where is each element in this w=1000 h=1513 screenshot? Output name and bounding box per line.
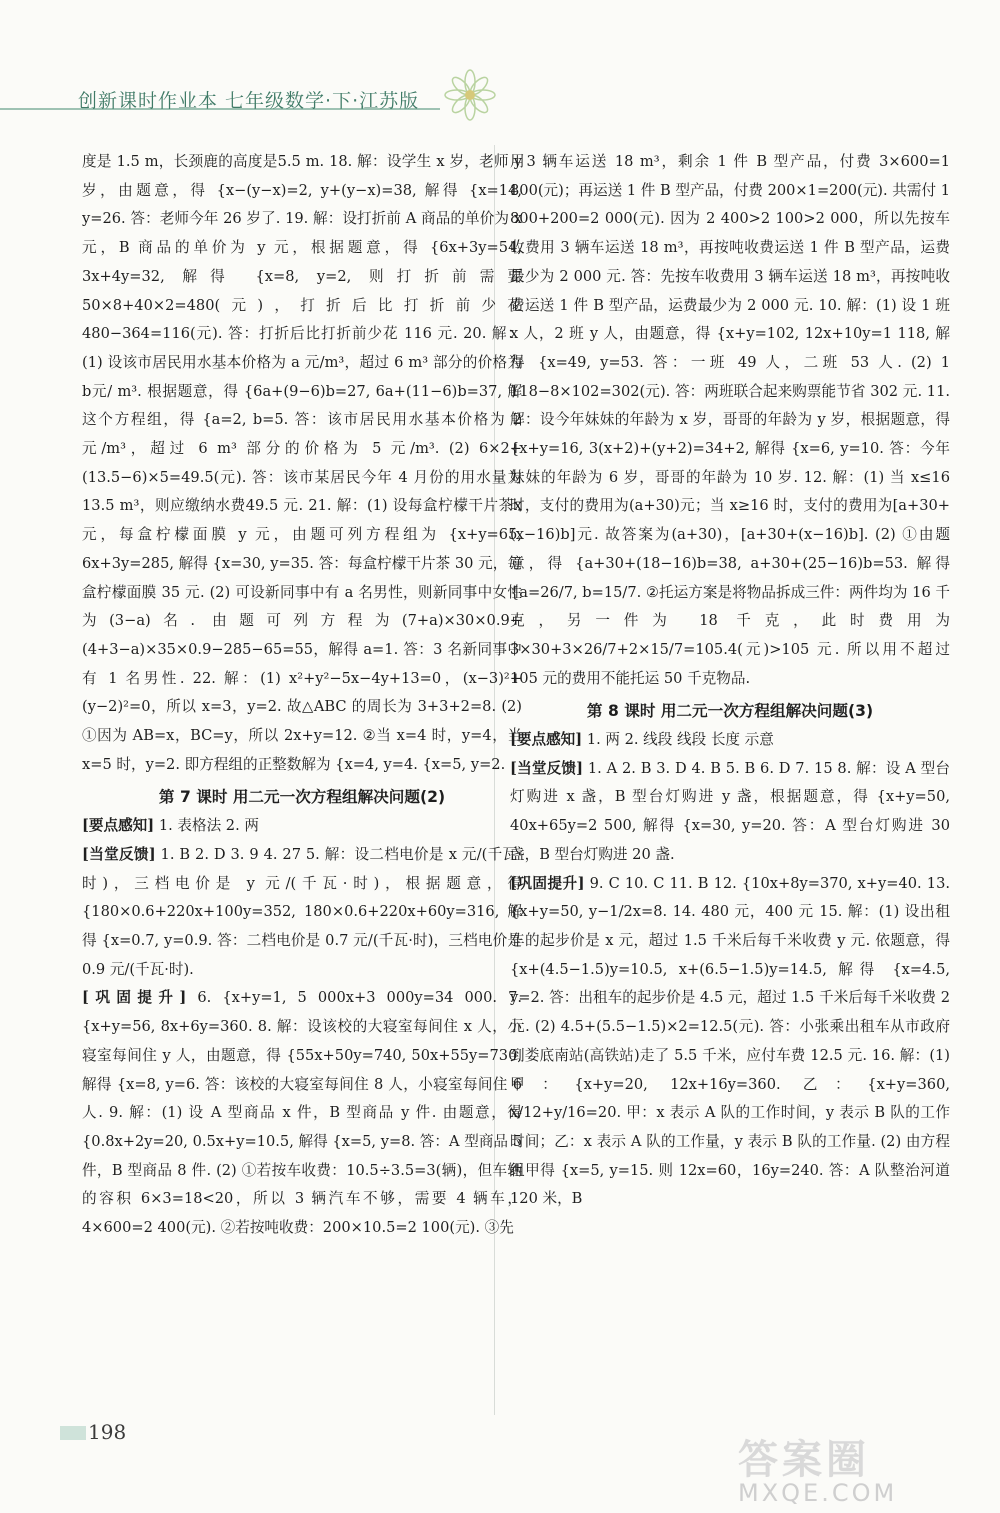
lesson8-title: 第 8 课时 用二元一次方程组解决问题(3) — [586, 702, 874, 721]
lesson7-improve — [82, 984, 522, 1242]
lesson7-improve-text: 6. {x+y=1, 5 000x+3 000y=34 000. 7. {x+y=56, 8x+6y=360. 8. 解：设该校的大寝室每间住 x 人，小寝室每间住 y 人，由题意，得 {55x+50y=740, 50x+55y=730, 解得 {x=8, y=6. 答：该校的大寝室每间住 8 人，小寝室每间住 6 人. 9. 解：(1) 设 A 型商品 x 件，B 型商品 y 件. 由题意，得 {0.8x+2y=20, 0.5x+y=10.5, 解得 {x=5, y=8. 答：A 型商品 5 件，B 型商品 8 件. (2) ①若按车收费：10.5÷3.5=3(辆)，但车辆的容积 6×3=18<20，所以 3 辆汽车不够，需要 4 辆车，4×600=2 400(元). ②若按吨收费：200×10.5=2 100(元). ③先 — [82, 989, 522, 1237]
lesson8-key-text: 1. 两 2. 线段 线段 长度 示意 — [586, 731, 774, 749]
lesson7-title: 第 7 课时 用二元一次方程组解决问题(2) — [158, 788, 446, 807]
left-column-text: 度是 1.5 m，长颈鹿的高度是5.5 m. 18. 解：设学生 x 岁，老师 y 岁，由题意，得 {x−(y−x)=2, y+(y−x)=38, 解得 {x=14, y=26. 答：老师今年 26 岁了. 19. 解：设打折前 A 商品的单价为 x 元，B 商品的单价为 y 元，根据题意，得 {6x+3y=54, 3x+4y=32, 解得 {x=8, y=2, 则打折前需要 50×8+40×2=480(元)，打折后比打折前少花 480−364=116(元). 答：打折后比打折前少花 116 元. 20. 解：(1) 设该市居民用水基本价格为 a 元/m³，超过 6 m³ 部分的价格为 b元/ m³. 根据题意，得 {6a+(9−6)b=27, 6a+(11−6)b=37, 解这个方程组，得 {a=2, b=5. 答：该市居民用水基本价格为 2 元/m³，超过 6 m³ 部分的价格为 5 元/m³. (2) 6×2+(13.5−6)×5=49.5(元). 答：该市某居民今年 4 月份的用水量为 13.5 m³，则应缴纳水费49.5 元. 21. 解：(1) 设每盒柠檬干片茶x元，每盒柠檬面膜 y 元，由题可列方程组为 {x+y=65, 6x+3y=285, 解得 {x=30, y=35. 答：每盒柠檬干片茶 30 元，每盒柠檬面膜 35 元. (2) 可设新同事中有 a 名男性，则新同事中女性为(3−a)名. 由题可列方程为(7+a)×30×0.9+(4+3−a)×35×0.9−285−65=55，解得 a=1. 答：3 名新同事中有 1 名男性. 22. 解：(1) x²+y²−5x−4y+13=0，(x−3)²+(y−2)²=0，所以 x=3，y=2. 故△ABC 的周长为 3+3+2=8. (2) ①因为 AB=x，BC=y，所以 2x+y=12. ②当 x=4 时，y=4，当 x=5 时，y=2. 即方程组的正整数解为 {x=4, y=4. {x=5, y=2. — [82, 153, 522, 773]
lesson8-improve-tag: [巩固提升] — [510, 874, 585, 892]
lesson7-feedback-tag: [当堂反馈] — [82, 845, 156, 863]
watermark-logo-text: 答案圈 — [738, 1437, 870, 1483]
right-column-text: 用3 辆车运送 18 m³，剩余 1 件 B 型产品，付费 3×600=1 800(元)；再运送 1 件 B 型产品，付费 200×1=200(元). 共需付 1 800+200=2 000(元). 因为 2 400>2 100>2 000，所以先按车收费用 3 辆车运送 18 m³，再按吨收费运送 1 件 B 型产品，运费最少为 2 000 元. 答：先按车收费用 3 辆车运送 18 m³，再按吨收费运送 1 件 B 型产品，运费最少为 2 000 元. 10. 解：(1) 设 1 班 x 人，2 班 y 人，由题意，得 {x+y=102, 12x+10y=1 118, 解得 {x=49, y=53. 答：一班 49 人，二班 53 人. (2) 1 118−8×102=302(元). 答：两班联合起来购票能节省 302 元. 11. 解：设今年妹妹的年龄为 x 岁，哥哥的年龄为 y 岁，根据题意，得 {x+y=16, 3(x+2)+(y+2)=34+2, 解得 {x=6, y=10. 答：今年妹妹的年龄为 6 岁，哥哥的年龄为 10 岁. 12. 解：(1) 当 x≤16 时，支付的费用为(a+30)元；当 x≥16 时，支付的费用为[a+30+(x−16)b]元. 故答案为(a+30)，[a+30+(x−16)b]. (2) ①由题意，得 {a+30+(18−16)b=38, a+30+(25−16)b=53. 解得 {a=26/7, b=15/7. ②托运方案是将物品拆成三件：两件均为 16 千克，另一件为 18 千克，此时费用为 3×30+3×26/7+2×15/7=105.4(元)>105 元. 所以用不超过 105 元的费用不能托运 50 千克物品. — [510, 153, 950, 687]
lesson7-feedback — [82, 841, 522, 985]
page-header — [0, 0, 1000, 130]
page-number: 198 — [88, 1420, 127, 1444]
page-number-tab — [60, 1426, 86, 1440]
lesson8-improve — [510, 870, 950, 1214]
lesson8-feedback-tag: [当堂反馈] — [510, 759, 584, 777]
header-title: 创新课时作业本 七年级数学·下·江苏版 — [78, 90, 420, 112]
watermark — [738, 1428, 988, 1508]
lesson8-feedback — [510, 755, 950, 870]
lesson8-key-tag: [要点感知] — [510, 731, 583, 749]
right-column — [510, 148, 950, 1420]
lesson7-improve-tag: [巩固提升] — [82, 989, 187, 1007]
lesson8-key-points — [510, 726, 950, 755]
lesson7-key-text: 1. 表格法 2. 两 — [158, 817, 259, 835]
flower-ornament-icon — [430, 60, 510, 130]
lesson7-key-points — [82, 812, 522, 841]
lesson7-key-tag: [要点感知] — [82, 817, 155, 835]
left-column — [82, 148, 522, 1420]
lesson8-feedback-text: 1. A 2. B 3. D 4. B 5. B 6. D 7. 15 8. 解：设 A 型台灯购进 x 盏，B 型台灯购进 y 盏，根据题意，得 {x+y=50, 40x+65y=2 500, 解得 {x=30, y=20. 答：A 型台灯购进 30 盏，B 型台灯购进 20 盏. — [510, 759, 950, 863]
lesson8-improve-text: 9. C 10. C 11. B 12. {10x+8y=370, x+y=40. 13. {x+y=50, y−1/2x=8. 14. 480 元，400 元 15. 解：(1) 设出租车的起步价是 x 元，超过 1.5 千米后每千米收费 y 元. 依题意，得 {x+(4.5−1.5)y=10.5, x+(6.5−1.5)y=14.5, 解得 {x=4.5, y=2. 答：出租车的起步价是 4.5 元，超过 1.5 千米后每千米收费 2 元. (2) 4.5+(5.5−1.5)×2=12.5(元). 答：小张乘出租车从市政府到娄底南站(高铁站)走了 5.5 千米，应付车费 12.5 元. 16. 解：(1) 甲：{x+y=20, 12x+16y=360. 乙：{x+y=360, x/12+y/16=20. 甲：x 表示 A 队的工作时间，y 表示 B 队的工作时间；乙：x 表示 A 队的工作量，y 表示 B 队的工作量. (2) 由方程组甲得 {x=5, y=15. 则 12x=60，16y=240. 答：A 队整治河道 120 米，B — [510, 874, 950, 1208]
lesson7-feedback-text: 1. B 2. D 3. 9 4. 27 5. 解：设二档电价是 x 元/(千瓦·时)，三档电价是 y 元/(千瓦·时)，根据题意，得 {180×0.6+220x+100y=352, 180×0.6+220x+60y=316, 解得 {x=0.7, y=0.9. 答：二档电价是 0.7 元/(千瓦·时)，三档电价是 0.9 元/(千瓦·时). — [82, 845, 522, 978]
watermark-url: MXQE.COM — [738, 1479, 898, 1507]
